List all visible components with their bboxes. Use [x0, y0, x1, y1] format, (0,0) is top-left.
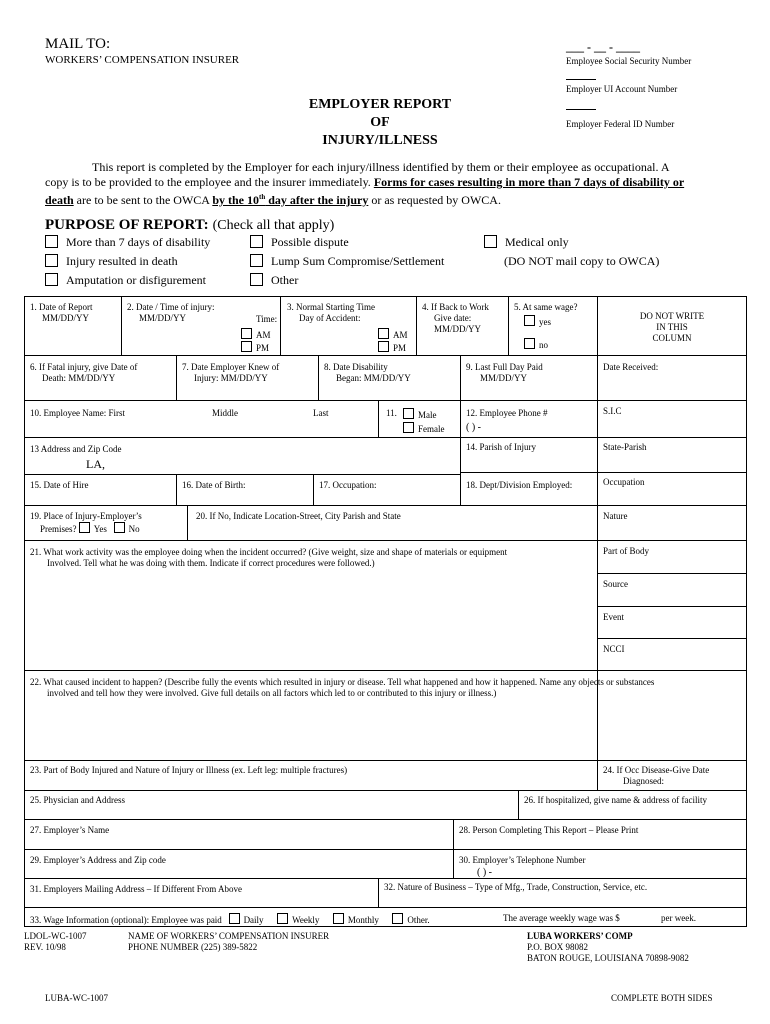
date-received-label: Date Received:	[603, 362, 659, 372]
field-3-am[interactable]: AM	[378, 328, 408, 341]
field-3-label: 3. Normal Starting Time Day of Accident:	[287, 302, 376, 323]
intro-line-2: copy is to be provided to the employee and the insurer immediately. Forms for cases resulting in more than 7 days of disability or	[45, 175, 685, 189]
ui-account-label: Employer UI Account Number	[566, 84, 678, 94]
insurer-label: WORKERS’ COMPENSATION INSURER	[45, 54, 240, 66]
field-4-label: 4. If Back to Work Give date: MM/DD/YY	[422, 302, 489, 334]
field-17-label: 17. Occupation:	[319, 480, 377, 490]
checkbox[interactable]	[114, 522, 125, 533]
purpose-option-disability[interactable]: More than 7 days of disability	[45, 235, 210, 250]
checkbox[interactable]	[524, 315, 535, 326]
field-29-label: 29. Employer’s Address and Zip code	[30, 855, 166, 865]
checkbox-daily[interactable]	[229, 913, 240, 924]
intro-line-1: This report is completed by the Employer for each injury/illness identified by them or their employee as occupational. A	[92, 160, 670, 174]
field-26-label: 26. If hospitalized, give name & address of facility	[524, 795, 707, 805]
intro-paragraph	[45, 160, 684, 208]
federal-id-line[interactable]	[566, 109, 596, 110]
field-15-label: 15. Date of Hire	[30, 480, 89, 490]
checkbox[interactable]	[250, 235, 263, 248]
field-27-label: 27. Employer’s Name	[30, 825, 110, 835]
field-33-label: 33. Wage Information (optional): Employee was paid Daily Weekly Monthly Other.	[30, 915, 430, 925]
field-23-label: 23. Part of Body Injured and Nature of Injury or Illness (ex. Left leg: multiple fractures)	[30, 765, 348, 775]
field-10-middle: Middle	[212, 408, 238, 418]
purpose-option-amputation[interactable]: Amputation or disfigurement	[45, 273, 206, 288]
checkbox[interactable]	[45, 254, 58, 267]
field-24-label: 24. If Occ Disease-Give Date Diagnosed:	[603, 765, 710, 786]
checkbox[interactable]	[79, 522, 90, 533]
checkbox[interactable]	[378, 328, 389, 339]
field-32-label: 32. Nature of Business – Type of Mfg., Trade, Construction, Service, etc.	[384, 882, 648, 892]
checkbox[interactable]	[241, 328, 252, 339]
field-9-label: 9. Last Full Day Paid MM/DD/YY	[466, 362, 543, 383]
occupation-label: Occupation	[603, 477, 645, 487]
field-11-male[interactable]: Male	[403, 408, 437, 421]
checkbox[interactable]	[241, 341, 252, 352]
purpose-option-lump-sum[interactable]: Lump Sum Compromise/Settlement	[250, 254, 444, 269]
field-22-label: 22. What caused incident to happen? (Describe fully the events which resulted in injury or disease. Tell what happened and how it happened. Name any objects or substances involved and tell how they were involved. Give full details on all factors which led to or contributed to this injury or illness.)	[30, 677, 655, 698]
field-14-label: 14. Parish of Injury	[466, 442, 536, 452]
medical-note: (DO NOT mail copy to OWCA)	[504, 254, 660, 268]
field-10-last: Last	[313, 408, 329, 418]
field-7-label: 7. Date Employer Knew of Injury: MM/DD/YY	[182, 362, 280, 383]
title-line-2: OF	[370, 115, 390, 130]
field-31-label: 31. Employers Mailing Address – If Different From Above	[30, 884, 243, 894]
form-title	[280, 96, 480, 150]
checkbox[interactable]	[484, 235, 497, 248]
field-3-pm[interactable]: PM	[378, 341, 406, 354]
title-line-1: EMPLOYER REPORT	[308, 97, 452, 112]
field-25-label: 25. Physician and Address	[30, 795, 125, 805]
purpose-heading: PURPOSE OF REPORT: (Check all that apply)	[45, 217, 335, 233]
mail-to-label: MAIL TO:	[45, 36, 111, 52]
checkbox[interactable]	[45, 235, 58, 248]
field-6-label: 6. If Fatal injury, give Date of Death: MM/DD/YY	[30, 362, 138, 383]
field-16-label: 16. Date of Birth:	[182, 480, 246, 490]
ui-account-line[interactable]	[566, 79, 596, 80]
field-18-label: 18. Dept/Division Employed:	[466, 480, 573, 490]
checkbox[interactable]	[403, 408, 414, 419]
checkbox-weekly[interactable]	[277, 913, 288, 924]
intro-line-3: death are to be sent to the OWCA by the 10th day after the injury or as requested by OWCA.	[45, 193, 501, 207]
checkbox[interactable]	[378, 341, 389, 352]
per-week-label: per week.	[661, 913, 696, 923]
sic-label: S.I.C	[603, 406, 622, 416]
checkbox[interactable]	[403, 422, 414, 433]
field-10-label: 10. Employee Name: First	[30, 408, 125, 418]
title-line-3: INJURY/ILLNESS	[322, 133, 438, 148]
purpose-option-other[interactable]: Other	[250, 273, 298, 288]
ssn-label: Employee Social Security Number	[566, 56, 692, 66]
field-8-label: 8. Date Disability Began: MM/DD/YY	[324, 362, 411, 383]
checkbox[interactable]	[524, 338, 535, 349]
field-21-label: 21. What work activity was the employee doing when the incident occurred? (Give weight, size and shape of materials or equipment Involved. Tell what he was doing with them. Indicate if correct procedures were followed.)	[30, 547, 508, 568]
field-12-phone[interactable]: ( ) -	[466, 422, 481, 433]
ncci-label: NCCI	[603, 644, 625, 654]
federal-id-label: Employer Federal ID Number	[566, 119, 675, 129]
field-2-am[interactable]: AM	[241, 328, 271, 341]
field-30-label: 30. Employer’s Telephone Number	[459, 855, 586, 865]
field-5-yes[interactable]: yes	[524, 315, 551, 328]
purpose-option-dispute[interactable]: Possible dispute	[250, 235, 349, 250]
form-id-bottom: LUBA-WC-1007	[45, 993, 108, 1003]
insurer-name-label: NAME OF WORKERS’ COMPENSATION INSURER PHONE NUMBER (225) 389-5822	[128, 931, 330, 952]
event-label: Event	[603, 612, 624, 622]
insurer-address: LUBA WORKERS’ COMP P.O. BOX 98082 BATON ROUGE, LOUISIANA 70898-9082	[527, 931, 689, 963]
field-19-label: 19. Place of Injury-Employer’s Premises? Yes No	[30, 511, 142, 534]
field-11-female[interactable]: Female	[403, 422, 445, 435]
purpose-option-medical[interactable]: Medical only	[484, 235, 569, 250]
complete-both-sides: COMPLETE BOTH SIDES	[611, 993, 713, 1003]
field-5-no[interactable]: no	[524, 338, 548, 351]
checkbox-monthly[interactable]	[333, 913, 344, 924]
average-wage-label: The average weekly wage was $	[503, 913, 620, 923]
part-of-body-label: Part of Body	[603, 546, 649, 556]
do-not-write-note: DO NOT WRITE IN THIS COLUMN	[639, 311, 705, 343]
checkbox[interactable]	[45, 273, 58, 286]
checkbox[interactable]	[250, 254, 263, 267]
field-1-label: 1. Date of Report MM/DD/YY	[30, 302, 93, 323]
state-parish-label: State-Parish	[603, 442, 647, 452]
field-13-label: 13 Address and Zip Code	[30, 444, 122, 454]
field-20-label: 20. If No, Indicate Location-Street, City Parish and State	[196, 511, 401, 521]
field-2-time-label: Time:	[256, 314, 278, 324]
field-2-label: 2. Date / Time of injury: MM/DD/YY	[127, 302, 215, 323]
ssn-blank[interactable]: ___ - __ - ____	[566, 40, 640, 54]
field-30-phone[interactable]: ( ) -	[477, 867, 492, 878]
field-5-label: 5. At same wage?	[514, 302, 578, 312]
field-2-pm[interactable]: PM	[241, 341, 269, 354]
source-label: Source	[603, 579, 628, 589]
field-28-label: 28. Person Completing This Report – Please Print	[459, 825, 639, 835]
checkbox[interactable]	[250, 273, 263, 286]
field-12-label: 12. Employee Phone #	[466, 408, 548, 418]
field-11-label: 11.	[386, 408, 397, 418]
purpose-option-death[interactable]: Injury resulted in death	[45, 254, 178, 269]
form-code: LDOL-WC-1007 REV. 10/98	[24, 931, 87, 952]
checkbox-other[interactable]	[392, 913, 403, 924]
field-13-state[interactable]: LA,	[86, 457, 105, 471]
nature-label: Nature	[603, 511, 628, 521]
